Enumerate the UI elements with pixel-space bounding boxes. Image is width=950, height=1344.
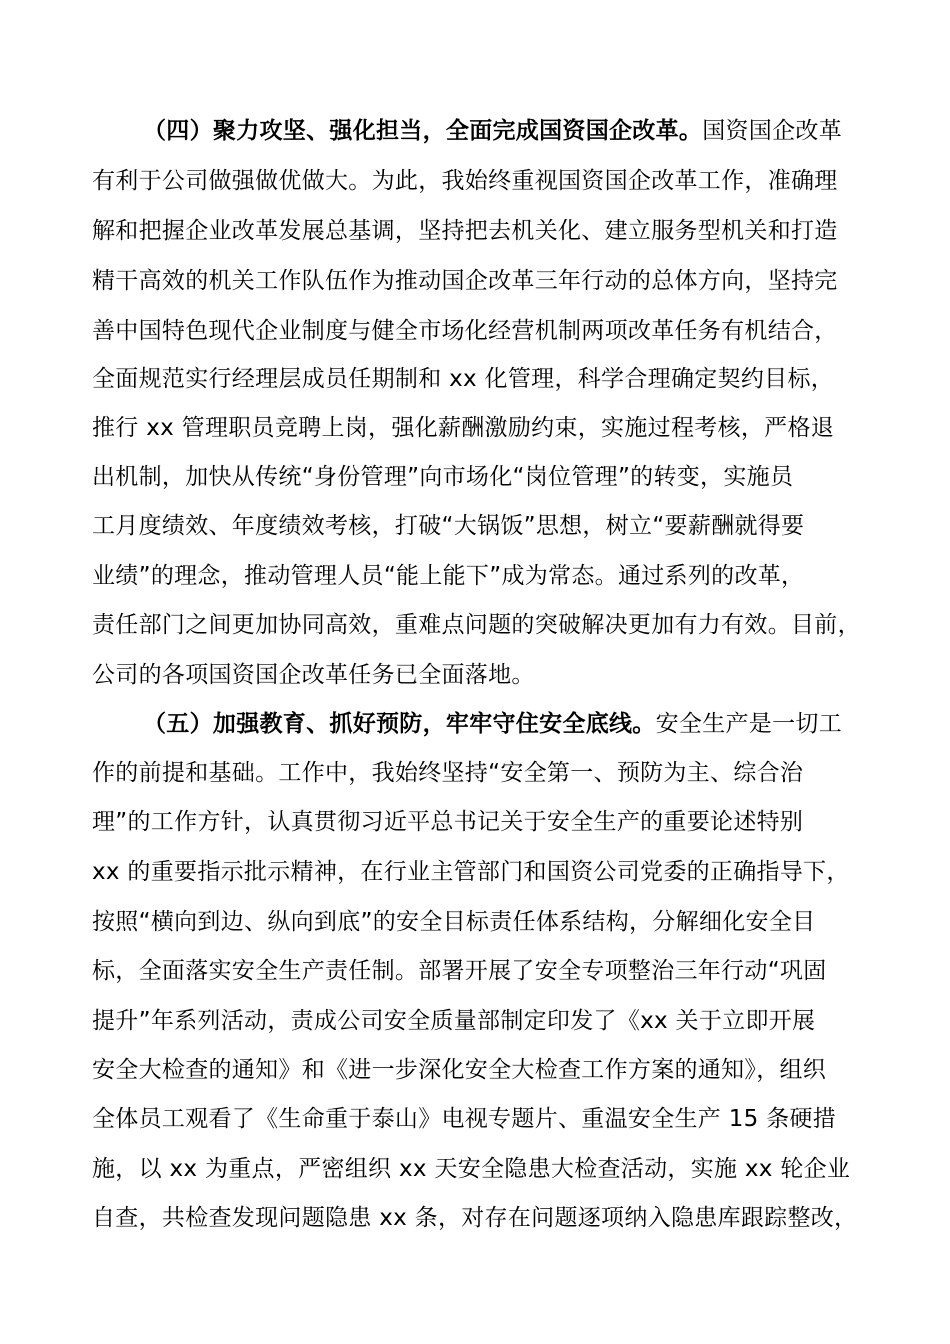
section-4-heading: （四）聚力攻坚、强化担当，全面完成国资国企改革。 bbox=[143, 118, 703, 144]
body-text-line: 有利于公司做强做优做大。为此，我始终重视国资国企改革工作，准确理 bbox=[92, 168, 838, 194]
body-text-line: 全体员工观看了《生命重于泰山》电视专题片、重温安全生产 15 条硬措 bbox=[92, 1106, 837, 1132]
body-text-line: xx 的重要指示批示精神，在行业主管部门和国资公司党委的正确指导下， bbox=[92, 859, 850, 885]
body-text-line: 推行 xx 管理职员竞聘上岗，强化薪酬激励约束，实施过程考核，严格退 bbox=[92, 415, 835, 441]
body-text-line: 公司的各项国资国企改革任务已全面落地。 bbox=[92, 662, 535, 688]
body-text-line: 理”的工作方针，认真贯彻习近平总书记关于安全生产的重要论述特别 bbox=[92, 809, 804, 835]
body-text-line: 标，全面落实安全生产责任制。部署开展了安全专项整治三年行动“巩固 bbox=[92, 958, 827, 984]
body-text-line: 施，以 xx 为重点，严密组织 xx 天安全隐患大检查活动，实施 xx 轮企业 bbox=[92, 1156, 851, 1182]
body-text-line: 业绩”的理念，推动管理人员“能上能下”成为常态。通过系列的改革， bbox=[92, 563, 805, 589]
body-text-line: 提升”年系列活动，责成公司安全质量部制定印发了《xx 关于立即开展 bbox=[92, 1008, 816, 1034]
body-text-line: 安全大检查的通知》和《进一步深化安全大检查工作方案的通知》，组织 bbox=[92, 1057, 827, 1083]
paragraph-5-first-line bbox=[143, 708, 842, 740]
body-text-line: 安全生产是一切工 bbox=[655, 711, 843, 737]
section-5-heading: （五）加强教育、抓好预防，牢牢守住安全底线。 bbox=[143, 711, 656, 737]
body-text-line: 善中国特色现代企业制度与健全市场化经营机制两项改革任务有机结合， bbox=[92, 318, 838, 344]
body-text-line: 全面规范实行经理层成员任期制和 xx 化管理，科学合理确定契约目标， bbox=[92, 366, 835, 392]
paragraph-4-first-line bbox=[143, 115, 842, 147]
body-text-line: 精干高效的机关工作队伍作为推动国企改革三年行动的总体方向，坚持完 bbox=[92, 268, 838, 294]
body-text-line: 出机制，加快从传统“身份管理”向市场化“岗位管理”的转变，实施员 bbox=[92, 464, 794, 490]
body-text-line: 工月度绩效、年度绩效考核，打破“大锅饭”思想，树立“要薪酬就得要 bbox=[92, 513, 805, 539]
body-text-line: 按照“横向到边、纵向到底”的安全目标责任体系结构，分解细化安全目 bbox=[92, 909, 816, 935]
body-text-line: 责任部门之间更加协同高效，重难点问题的突破解决更加有力有效。目前， bbox=[92, 612, 861, 638]
body-text-line: 作的前提和基础。工作中，我始终坚持“安全第一、预防为主、综合治 bbox=[92, 760, 804, 786]
body-text-line: 国资国企改革 bbox=[702, 118, 843, 144]
body-text-line: 自查，共检查发现问题隐患 xx 条，对存在问题逐项纳入隐患库跟踪整改， bbox=[92, 1205, 858, 1231]
body-text-line: 解和把握企业改革发展总基调，坚持把去机关化、建立服务型机关和打造 bbox=[92, 218, 838, 244]
